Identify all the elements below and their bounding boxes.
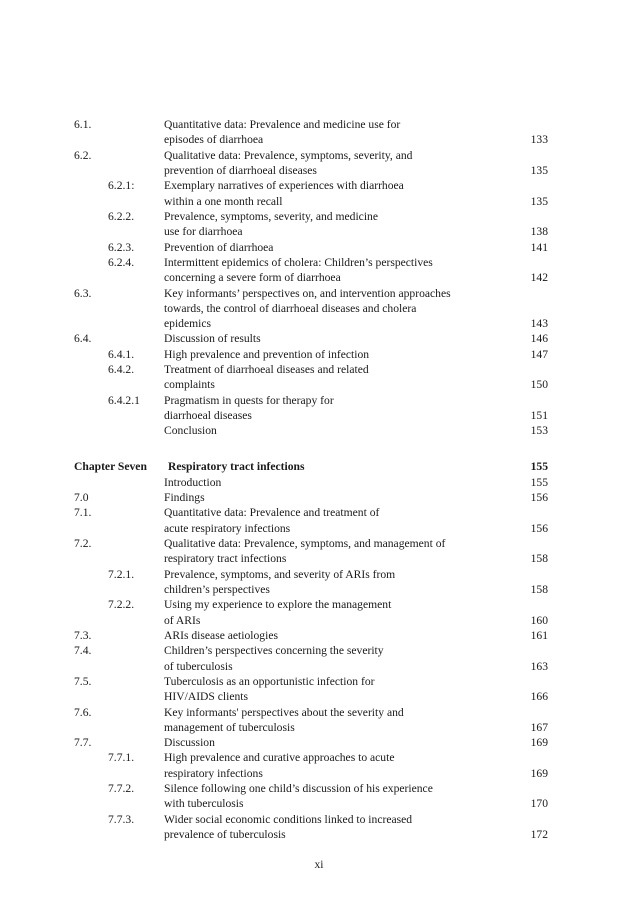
toc-line [0, 331, 638, 346]
toc-entry-title: Children’s perspectives concerning the severity [164, 644, 384, 657]
toc-entry-title: Discussion of results [164, 332, 261, 345]
toc-line [0, 781, 638, 796]
toc-entry-number: 6.2.2. [108, 210, 135, 223]
toc-entry-title: Key informants' perspectives about the severity and [164, 706, 404, 719]
toc-entry-title: with tuberculosis [164, 797, 244, 810]
toc-entry-page: 156 [530, 522, 548, 535]
toc-line [0, 255, 638, 270]
toc-entry-title: Prevalence, symptoms, and severity of ARIs from [164, 568, 396, 581]
toc-line [0, 393, 638, 408]
toc-entry-page: 138 [530, 225, 548, 238]
toc-line [0, 643, 638, 658]
toc-entry-page: 172 [530, 828, 548, 841]
toc-entry-number: 6.2.3. [108, 241, 135, 254]
toc-line [0, 316, 638, 331]
toc-entry-number: 6.4.2.1 [108, 394, 140, 407]
toc-entry-title: Prevention of diarrhoea [164, 241, 274, 254]
toc-entry-title: Using my experience to explore the management [164, 598, 392, 611]
toc-line [0, 209, 638, 224]
toc-line [0, 582, 638, 597]
toc-entry-title: epidemics [164, 317, 212, 330]
toc-entry-page: 158 [530, 583, 548, 596]
toc-line [0, 796, 638, 811]
toc-entry-title: Pragmatism in quests for therapy for [164, 394, 334, 407]
toc-line [0, 178, 638, 193]
toc-line [0, 362, 638, 377]
toc-entry-title: Introduction [164, 476, 222, 489]
toc-entry-number: 7.3. [74, 629, 92, 642]
toc-entry-page: 133 [530, 133, 548, 146]
toc-line [0, 117, 638, 132]
toc-entry-title: Exemplary narratives of experiences with diarrhoea [164, 179, 404, 192]
toc-entry-title: Silence following one child’s discussion of his experience [164, 782, 433, 795]
toc-entry-page: 147 [530, 348, 548, 361]
toc-entry-page: 135 [530, 164, 548, 177]
toc-entry-page: 161 [530, 629, 548, 642]
toc-entry-number: 7.6. [74, 706, 92, 719]
toc-entry-page: 169 [530, 767, 548, 780]
toc-entry-number: 7.5. [74, 675, 92, 688]
toc-entry-page: 146 [530, 332, 548, 345]
toc-entry-title: prevalence of tuberculosis [164, 828, 286, 841]
toc-line [0, 551, 638, 566]
toc-line [0, 377, 638, 392]
toc-entry-title: Qualitative data: Prevalence, symptoms, and management of [164, 537, 446, 550]
toc-entry-title: Findings [164, 491, 205, 504]
toc-entry-number: 7.4. [74, 644, 92, 657]
toc-entry-number: 7.7.1. [108, 751, 135, 764]
toc-entry-page: 156 [530, 491, 548, 504]
toc-entry-title: Tuberculosis as an opportunistic infection for [164, 675, 375, 688]
toc-line [0, 163, 638, 178]
toc-entry-number: 7.7.3. [108, 813, 135, 826]
toc-line [0, 597, 638, 612]
toc-entry-title: use for diarrhoea [164, 225, 243, 238]
toc-entry-number: 6.2.1: [108, 179, 135, 192]
toc-entry-title: Conclusion [164, 424, 217, 437]
toc-line [0, 270, 638, 285]
toc-entry-title: episodes of diarrhoea [164, 133, 264, 146]
toc-entry-title: HIV/AIDS clients [164, 690, 249, 703]
toc-line [0, 505, 638, 520]
toc-entry-number: 6.4.1. [108, 348, 135, 361]
toc-entry-title: concerning a severe form of diarrhoea [164, 271, 341, 284]
toc-entry-title: Treatment of diarrhoeal diseases and related [164, 363, 369, 376]
toc-entry-title: Key informants’ perspectives on, and intervention approaches [164, 287, 451, 300]
toc-line [0, 490, 638, 505]
toc-line [0, 521, 638, 536]
toc-line [0, 408, 638, 423]
toc-entry-number: 7.2.2. [108, 598, 135, 611]
toc-entry-page: 158 [530, 552, 548, 565]
toc-line [0, 423, 638, 438]
toc-line [0, 286, 638, 301]
toc-entry-title: Quantitative data: Prevalence and medicine use for [164, 118, 401, 131]
toc-entry-page: 143 [530, 317, 548, 330]
toc-entry-page: 155 [530, 476, 548, 489]
toc-entry-number: 6.2. [74, 149, 92, 162]
toc-entry-number: 6.2.4. [108, 256, 135, 269]
toc-entry-title: diarrhoeal diseases [164, 409, 252, 422]
toc-entry-number: Chapter Seven [74, 460, 147, 473]
toc-entry-title: complaints [164, 378, 215, 391]
toc-line [0, 674, 638, 689]
toc-entry-page: 167 [530, 721, 548, 734]
toc-entry-number: 6.4.2. [108, 363, 135, 376]
toc-line [0, 347, 638, 362]
toc-entry-title: of tuberculosis [164, 660, 233, 673]
toc-entry-number: 7.0 [74, 491, 89, 504]
toc-line [0, 720, 638, 735]
toc-entry-number: 7.2. [74, 537, 92, 550]
toc-entry-page: 155 [530, 460, 548, 473]
toc-entry-number: 7.7. [74, 736, 92, 749]
toc-entry-title: within a one month recall [164, 195, 283, 208]
toc-entry-title: of ARIs [164, 614, 201, 627]
toc-entry-title: Qualitative data: Prevalence, symptoms, severity, and [164, 149, 413, 162]
toc-line [0, 475, 638, 490]
toc-entry-title: acute respiratory infections [164, 522, 291, 535]
toc-line [0, 628, 638, 643]
toc-entry-title: respiratory infections [164, 767, 263, 780]
toc-line [0, 735, 638, 750]
toc-entry-title: management of tuberculosis [164, 721, 295, 734]
toc-entry-page: 135 [530, 195, 548, 208]
toc-entry-title: children’s perspectives [164, 583, 270, 596]
toc-entry-page: 141 [530, 241, 548, 254]
toc-line [0, 613, 638, 628]
toc-line [0, 459, 638, 474]
toc-line [0, 750, 638, 765]
page-number: xi [314, 858, 324, 871]
toc-entry-title: prevention of diarrhoeal diseases [164, 164, 317, 177]
toc-entry-title: Discussion [164, 736, 215, 749]
toc-entry-title: Prevalence, symptoms, severity, and medicine [164, 210, 378, 223]
toc-entry-page: 169 [530, 736, 548, 749]
toc-entry-page: 153 [530, 424, 548, 437]
toc-entry-page: 160 [530, 614, 548, 627]
toc-entry-page: 166 [530, 690, 548, 703]
toc-line [0, 536, 638, 551]
toc-entry-number: 7.7.2. [108, 782, 135, 795]
toc-line [0, 301, 638, 316]
toc-entry-page: 151 [530, 409, 548, 422]
toc-entry-title: respiratory tract infections [164, 552, 287, 565]
toc-entry-number: 6.1. [74, 118, 92, 131]
toc-line [0, 194, 638, 209]
toc-line [0, 766, 638, 781]
toc-entry-page: 170 [530, 797, 548, 810]
toc-line [0, 132, 638, 147]
toc-line [0, 705, 638, 720]
toc-line [0, 224, 638, 239]
toc-line [0, 240, 638, 255]
toc-entry-title: Respiratory tract infections [168, 460, 305, 473]
toc-entry-title: Wider social economic conditions linked to increased [164, 813, 413, 826]
toc-line [0, 812, 638, 827]
toc-entry-page: 163 [530, 660, 548, 673]
toc-line [0, 689, 638, 704]
toc-entry-number: 7.1. [74, 506, 92, 519]
toc-entry-title: ARIs disease aetiologies [164, 629, 278, 642]
toc-entry-page: 150 [530, 378, 548, 391]
toc-entry-number: 7.2.1. [108, 568, 135, 581]
toc-line [0, 659, 638, 674]
toc-entry-number: 6.3. [74, 287, 92, 300]
toc-entry-title: towards, the control of diarrhoeal diseases and cholera [164, 302, 417, 315]
toc-line [0, 567, 638, 582]
toc-entry-title: Intermittent epidemics of cholera: Children’s perspectives [164, 256, 433, 269]
toc-entry-title: High prevalence and prevention of infection [164, 348, 370, 361]
toc-line [0, 148, 638, 163]
toc-entry-title: High prevalence and curative approaches to acute [164, 751, 395, 764]
toc-entry-title: Quantitative data: Prevalence and treatment of [164, 506, 380, 519]
toc-entry-number: 6.4. [74, 332, 92, 345]
toc-entry-page: 142 [530, 271, 548, 284]
toc-line [0, 827, 638, 842]
